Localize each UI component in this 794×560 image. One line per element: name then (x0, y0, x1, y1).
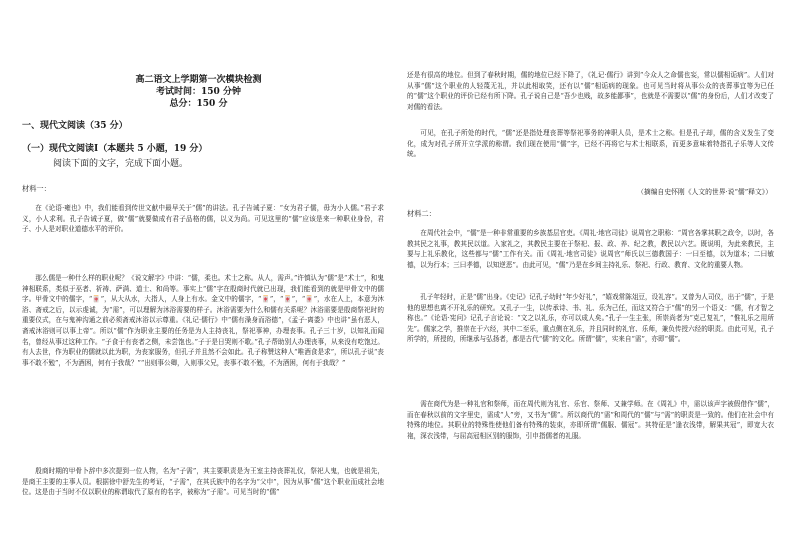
material-1-label: 材料一： (22, 184, 51, 193)
paragraph: 可见，在孔子所处的时代，“儒”还是指处理丧葬等祭祀事务的神职人员，是术士之称。但是孔子却，儒的含义发生了变化，成为对孔子所开立学派的称谓。我们现在使用“儒”字，已经不再将它与术士相联系，而更多意味着特指孔子乐等人文传统。 (407, 129, 774, 159)
section-heading: 一、现代文阅读（35 分） (22, 121, 128, 131)
paragraph: 还是有很高的地位。但到了春秋时期，儒的地位已经下降了，《礼记·儒行》讲到“今众人之命儒也妄，常以儒相诟病”。人们对从事“儒”这个职业的人轻蔑无礼，并以此相取笑，还有以“儒”相诟病的现象。也可见当时将从事公众的丧葬事宜等为已任的“儒”这个职业的评价已经有所下降。孔子说自己是“吾少也贱，故多能鄙事”，也就是不需要以“儒”的身份后，人们才改变了对儒的看法。 (407, 71, 774, 111)
source-citation: （摘编自史怀刚《人文的世界·说“儒”释文》） (637, 188, 772, 196)
paragraph: 殷商时期的甲骨卜辞中多次提到一位人物，名为“子需”，其主要职责是为王室主持丧葬礼仪，祭祀人鬼，也就是祖先，是商王主要的主事人员。根据徐中舒先生的考证，“子需”，在其氏族中的名字为“父申”，因为从事“儒”这个职业而成社会地位。这是由于当时不仅以职业的称谓取代了原有的名字，被称为“子需”。可见当时的“儒” (22, 467, 384, 497)
paragraph: 需在商代为是一种礼官和祭师，而在周代则为礼官、乐官、祭师、又兼学师。在《周礼》中，需以该声字被假借作“儒”，而在春秋以前的文字里史，需成“人”旁，又书为“儒”。所以商代的“需”和周代的“儒”与“需”的职责是一致的。他们在社会中有特殊的地位。其职业的特殊性使他们备有特殊的装束，亦即所谓“儒服、儒冠”。其特征是“逢衣浅带，解果其冠”，即宽大衣袍，深衣浅带，与屈高冠相区别的服饰，引申指儒者的礼服。 (407, 400, 774, 440)
subsection-heading: （一）现代文阅读Ⅰ（本题共 5 小题，19 分） (22, 144, 208, 154)
exam-title: 高二语文上学期第一次模块检测 (135, 75, 262, 85)
right-column (397, 0, 794, 560)
instruction: 阅读下面的文字，完成下面小题。 (53, 159, 189, 169)
paragraph: 在《论语·雍也》中，我们能看到传世文献中最早关于“儒”的讲法。孔子告诫子夏：“女为君子儒，毋为小人儒。”君子求义，小人求利。孔子告诫子夏，做“儒”就要做成有君子品格的儒，以义为尚。可见这里的“儒”应该是来一种职业身份，君子、小人是对职业道德水平的评价。 (22, 204, 384, 234)
paragraph: 孔子年轻时，正是“儒”出身。《史记》记孔子幼时“年少好礼”，“嬉戏常陈俎豆，设礼容”。又曾为人司仪，出于“儒”，于是他的思想也离不开礼乐的研究。又孔子一生，以传承诗、书、礼、乐为己任，而这又符合于“儒”的另一个语义：“儒，有才智之称也。”《论语·宪问》记孔子言论说：“文之以礼乐，亦可以成人矣。”孔子一生主张，所崇尚者为“克己复礼”，“惟礼乐之用所先”。儒家之学，推崇在于六经，其中二至乐，重点侧在礼乐，并且同时的礼官、乐师，兼负传授六经的职责。由此可见，孔子所学的，所授的，所继承与弘扬者，都是古代“儒”的文化。所谓“儒”，实来自“需”，亦即“儒”。 (407, 293, 774, 344)
exam-score: 总分：150 分 (169, 99, 228, 109)
paragraph: 那么儒是一种什么样的职业呢？《说文解字》中讲：“儒，柔也。术士之称。从人，需声。”许慎认为“儒”是“术士”，和鬼神相联系，类似于巫者、祈祷、萨满、道士、和尚等。事实上“儒”字在殷商时代就已出现，我们能看到的就是甲骨文中的儒字。甲骨文中的儒字，“🀄”，从大从水，大指人，人身上有水。金文中的儒字，“🀄”，“🀄”，“🀄”，水在人上，本意为沐浴、斋戒之后，以示虔诚，为“需”，可以理解为沐浴需要的样子。沐浴需要为什么和儒有关系呢？沐浴需要是殷商祭祀时的重要仪式，在与鬼神沟通之前必须斋戒沐浴以示尊重。《礼记·儒行》中“儒有澡身而浴德”，《孟子·离娄》中也讲“虽有恶人，斋戒沐浴则可以事上帝”。所以“儒”作为职业主要的任务是为人主持丧礼，祭祀事神，办理丧事。孔子三十岁，以知礼而闻名，曾经从事过这种工作。“子食于有丧者之侧，未尝饱也。”子于是日哭则不歌。”孔子帮助别人办理丧事，从来没有吃饱过。有人去世，作为职业的儒就以此为职，为丧家服务，但孔子并且然不会如此。孔子称赞这种人“唯酒食是求”，所以孔子说“丧事不敢不勉”，不为酒困，何有于我哉？”“出则事公卿，入则事父兄，丧事不敢不勉，不为酒困，何有于我哉？” (22, 274, 384, 367)
material-2-label: 材料二： (407, 209, 436, 218)
paragraph: 在周代社会中，“儒”是一种非常重要的乡族基层官吏。《周礼·地官司徒》说周官之职称：“周官各掌其职之政令，以时，各教其民之礼事，教其民以道。入家礼之，其教民主要在于祭祀、报、政、养、纪之教，教民以六艺。既说明，为此来教民，主要与上礼乐教化，这些都与“儒”工作有关。而《周礼·地官司徒》说周官“师氏以三德教国子：一曰至德，以为道本；二曰敏德，以为行本；三曰孝德，以知逆恶”。由此可见，“儒”乃是在乡间主持礼乐、祭祀、行政、教育、文化的重要人物。 (407, 229, 774, 269)
exam-time: 考试时间：150 分钟 (156, 87, 241, 97)
